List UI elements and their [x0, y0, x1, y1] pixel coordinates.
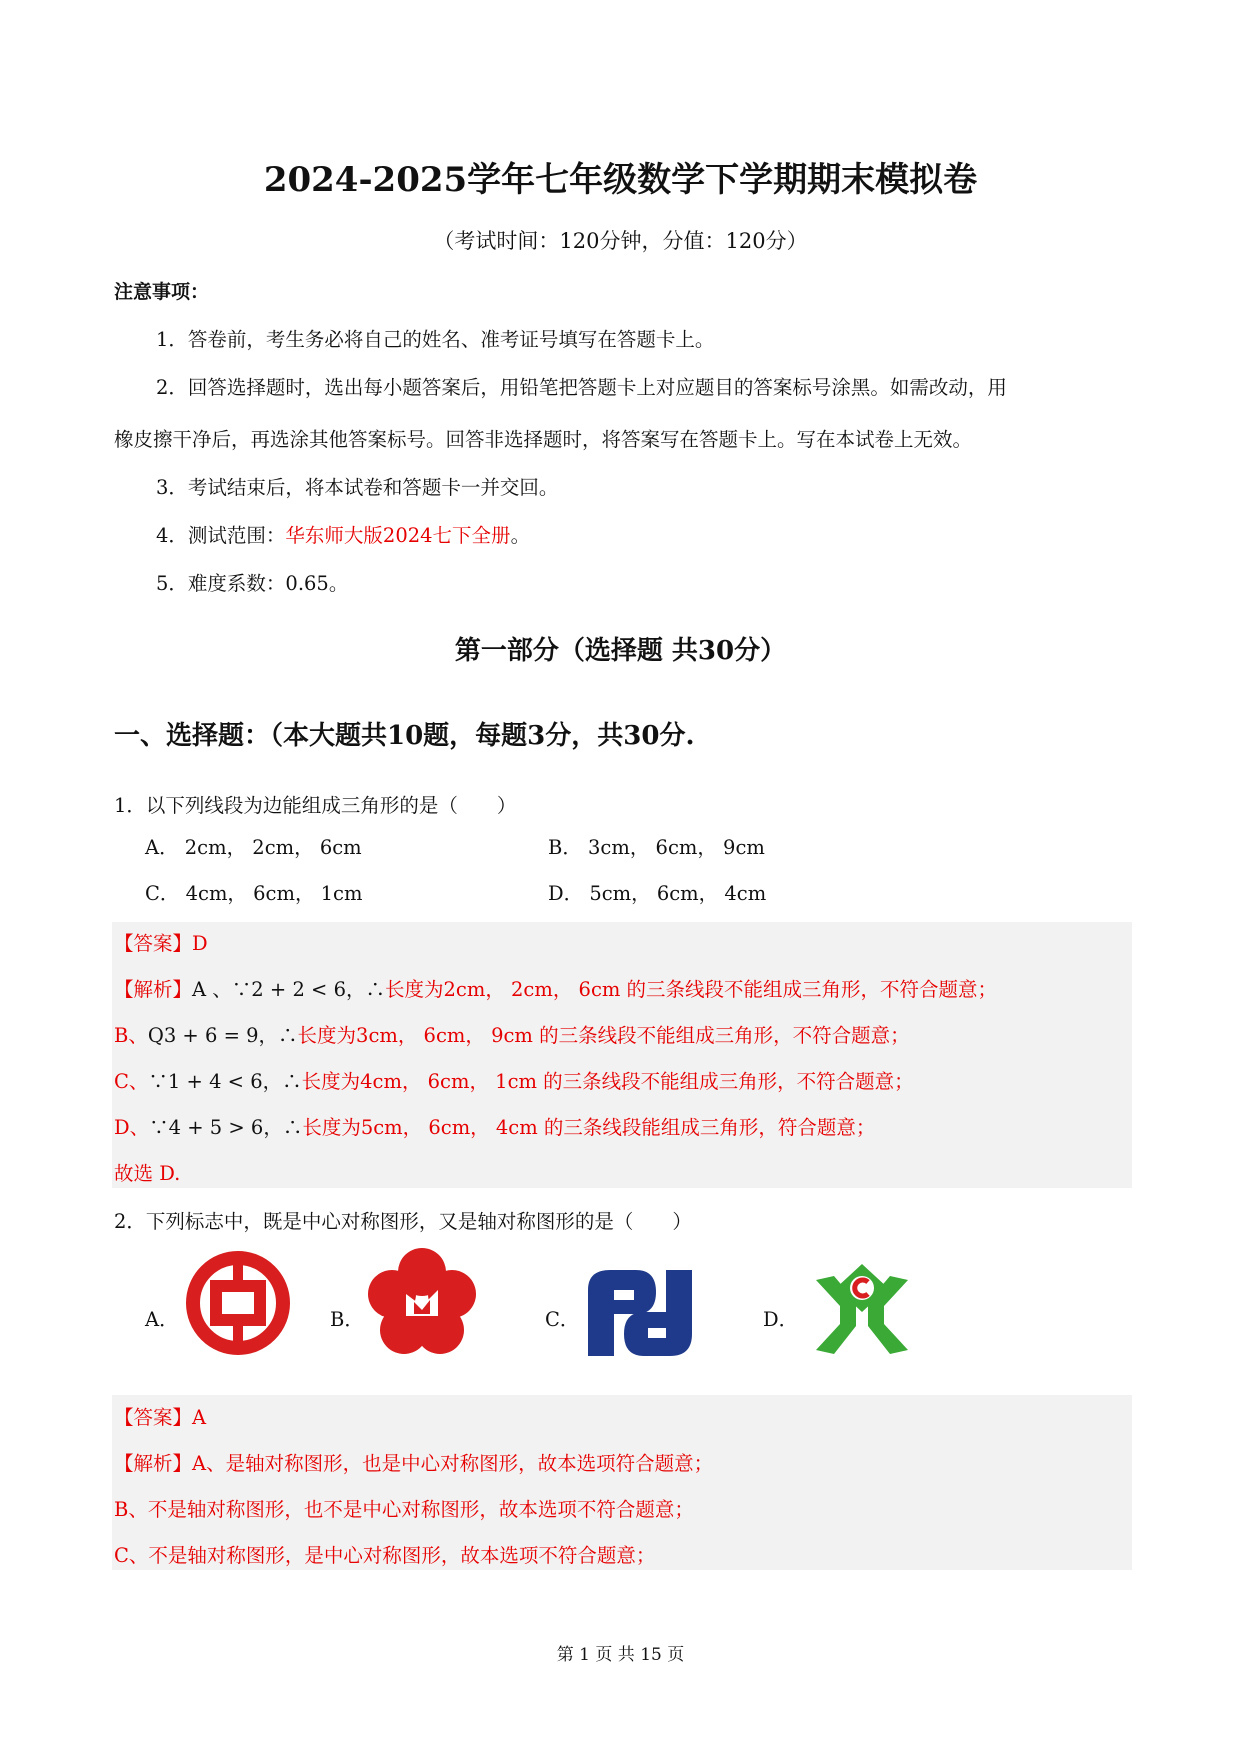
math-expression: ∵4 + 5 > 6，∴ [149, 1116, 303, 1139]
explanation-lead: C、 [114, 1070, 149, 1093]
math-expression: ∵1 + 4 < 6，∴ [148, 1070, 302, 1093]
exam-info: （考试时间：120分钟，分值：120分） [433, 229, 808, 253]
explanation-tag: 【解析】 [114, 978, 193, 1001]
explanation-text: 长度为4cm， 6cm， 1cm 的三条线段不能组成三角形，不符合题意； [301, 1070, 914, 1093]
question-1-answer: 【答案】D [114, 932, 208, 955]
question-2-option-a-label: A． [145, 1308, 179, 1331]
question-2-option-d-label: D． [763, 1308, 799, 1331]
notice-item-2-cont: 橡皮擦干净后，再选涂其他答案标号。回答非选择题时，将答案写在答题卡上。写在本试卷上无效。 [114, 428, 973, 451]
question-1-explanation-b [114, 1020, 910, 1048]
spdb-logo-icon [584, 1264, 696, 1360]
question-1-option-a: A． 2cm， 2cm， 6cm [145, 836, 362, 859]
notice-item-4-suffix: 。 [510, 524, 531, 547]
explanation-text: A、是轴对称图形，也是中心对称图形，故本选项符合题意； [192, 1452, 714, 1475]
math-expression: Q3 + 6 = 9，∴ [147, 1024, 298, 1047]
notice-heading: 注意事项： [114, 281, 210, 303]
question-2-explanation-a [114, 1448, 713, 1476]
page-title: 2024-2025学年七年级数学下学期期末模拟卷 [263, 160, 978, 200]
question-1-option-d: D． 5cm， 6cm， 4cm [548, 882, 767, 905]
explanation-lead: B、 [114, 1024, 148, 1047]
notice-item-4 [156, 520, 530, 548]
explanation-tag: 【解析】 [114, 1452, 193, 1475]
notice-item-4-prefix: 4．测试范围： [156, 524, 286, 547]
question-1-answer-box [112, 922, 1132, 1188]
question-1-stem: 1．以下列线段为边能组成三角形的是（ ） [114, 794, 517, 817]
explanation-text: 长度为5cm， 6cm， 4cm 的三条线段能组成三角形，符合题意； [302, 1116, 876, 1139]
explanation-lead: D、 [114, 1116, 150, 1139]
explanation-text: 长度为2cm， 2cm， 6cm 的三条线段不能组成三角形，不符合题意； [385, 978, 998, 1001]
question-1-explanation-d [114, 1112, 875, 1140]
notice-item-2: 2．回答选择题时，选出每小题答案后，用铅笔把答题卡上对应题目的答案标号涂黑。如需改动，用 [156, 376, 1007, 399]
explanation-text: 长度为3cm， 6cm， 9cm 的三条线段不能组成三角形，不符合题意； [297, 1024, 910, 1047]
section-one-title: 一、选择题：（本大题共10题，每题3分，共30分. [114, 721, 695, 751]
question-2-explanation-c: C、不是轴对称图形，是中心对称图形，故本选项不符合题意； [114, 1544, 656, 1567]
question-2-option-c-label: C． [545, 1308, 580, 1331]
notice-item-3: 3．考试结束后，将本试卷和答题卡一并交回。 [156, 476, 559, 499]
test-range: 华东师大版2024七下全册 [285, 524, 511, 547]
question-2-option-b-label: B． [330, 1308, 364, 1331]
question-1-explanation-a [114, 974, 997, 1002]
math-expression: A 、∵2 + 2 < 6，∴ [192, 978, 385, 1001]
question-1-explanation-c [114, 1066, 914, 1094]
question-2-answer: 【答案】A [114, 1406, 207, 1429]
notice-item-5: 5．难度系数：0.65。 [156, 572, 349, 595]
part-one-title: 第一部分（选择题 共30分） [454, 636, 787, 666]
notice-item-1: 1．答卷前，考生务必将自己的姓名、准考证号填写在答题卡上。 [156, 328, 715, 351]
question-2-explanation-b: B、不是轴对称图形，也不是中心对称图形，故本选项不符合题意； [114, 1498, 694, 1521]
flower-logo-icon [366, 1246, 478, 1358]
question-1-option-b: B． 3cm， 6cm， 9cm [548, 836, 765, 859]
rural-credit-logo-icon [806, 1262, 918, 1362]
bank-of-china-logo-icon [183, 1248, 293, 1358]
question-1-conclusion: 故选 D. [114, 1162, 181, 1185]
question-2-stem: 2．下列标志中，既是中心对称图形，又是轴对称图形的是（ ） [114, 1210, 692, 1233]
question-1-option-c: C． 4cm， 6cm， 1cm [145, 882, 363, 905]
page-footer: 第 1 页 共 15 页 [556, 1645, 685, 1665]
